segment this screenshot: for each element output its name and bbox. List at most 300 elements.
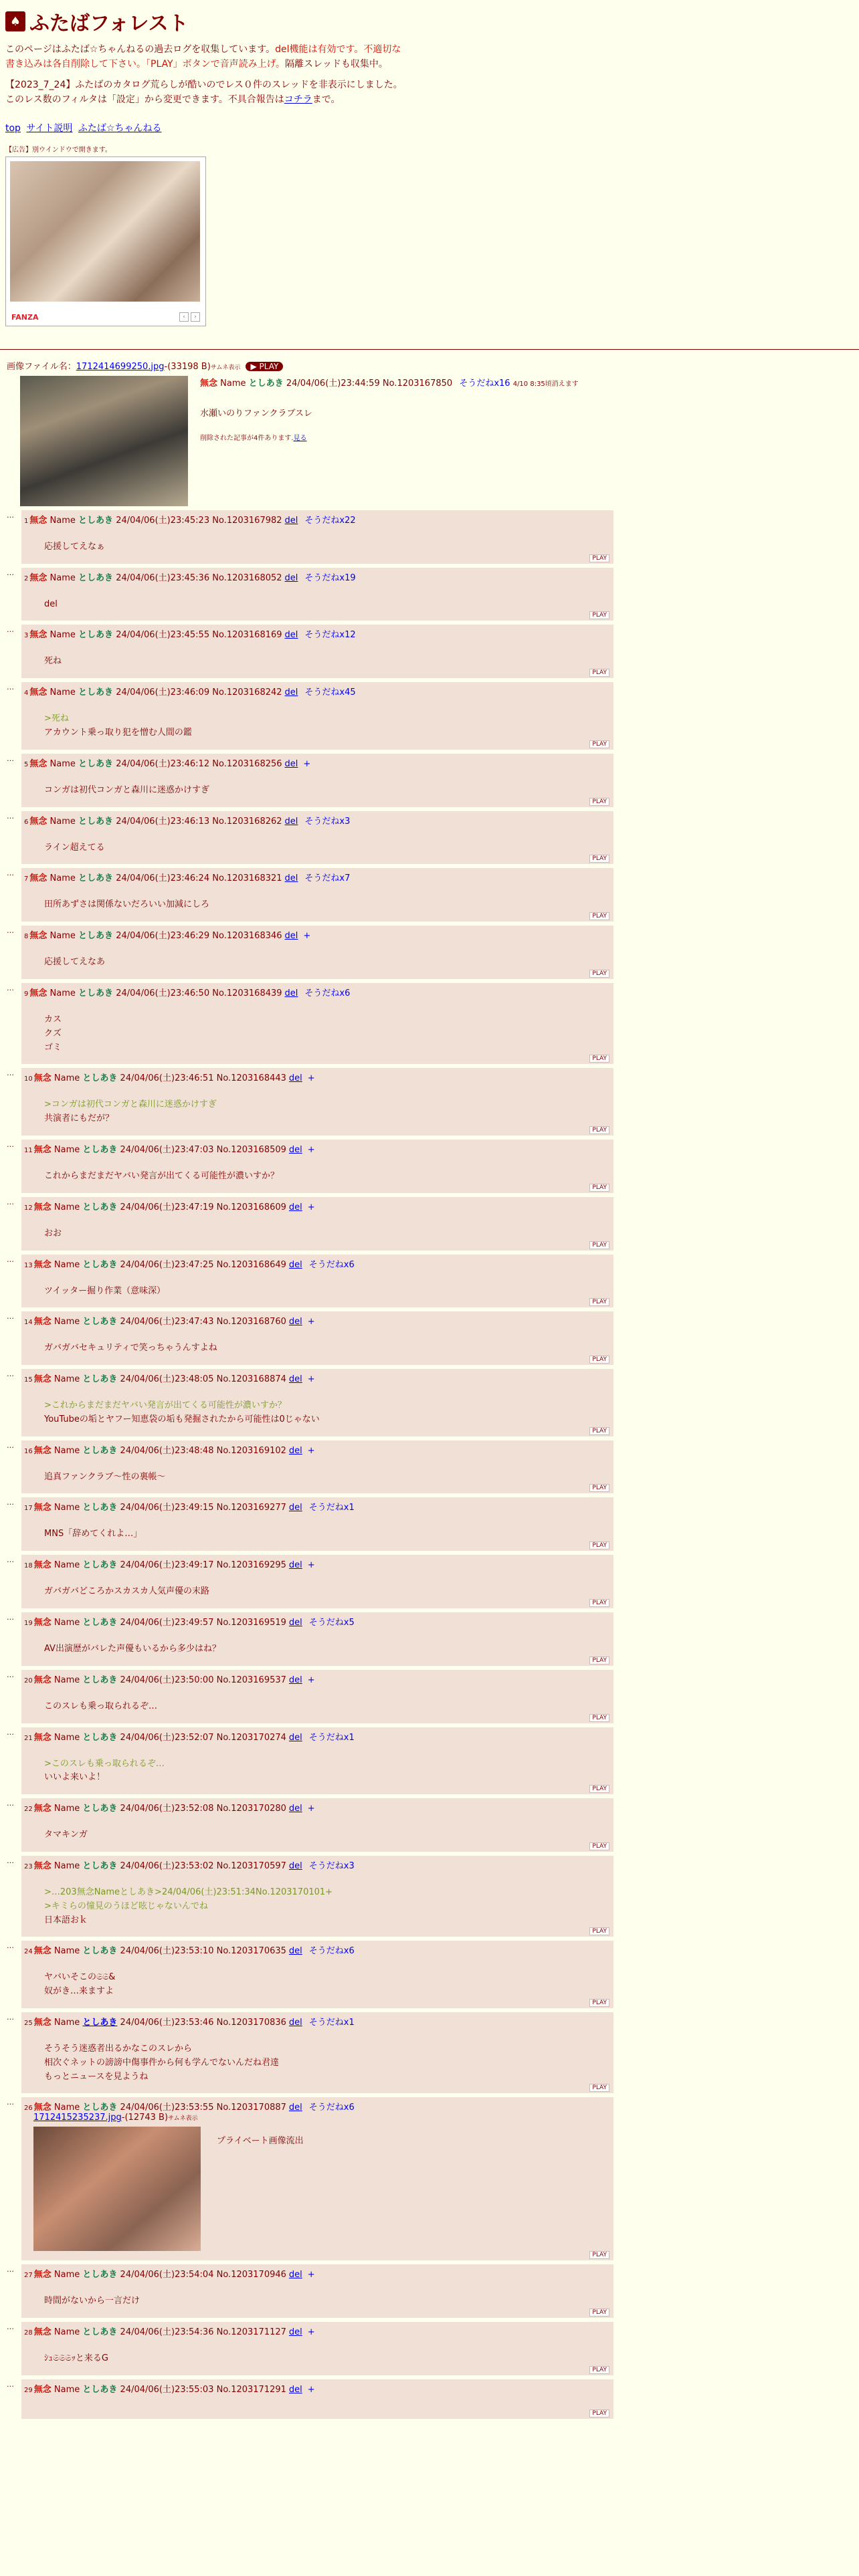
reply-date: 24/04/06(土)23:49:17 (120, 1560, 214, 1571)
reply-plus-button[interactable]: + (307, 1374, 315, 1385)
reply-del-link[interactable]: del (288, 1144, 302, 1155)
reply-del-link[interactable]: del (288, 2385, 302, 2395)
reply-subject: 無念 (33, 2270, 52, 2280)
reply-row (7, 2379, 859, 2419)
reply-text-line: YouTubeの垢とヤフー知恵袋の垢も発掘されたから可能性は0じゃない (44, 1414, 320, 1424)
reply-del-link[interactable]: del (288, 1503, 302, 1513)
reply-file-link[interactable]: 1712415235237.jpg (33, 2113, 122, 2123)
reply-post (21, 2012, 613, 2093)
reply-index: 4 (24, 689, 29, 697)
reply-post (21, 1856, 613, 1937)
reply-play-button[interactable]: PLAY (589, 970, 609, 978)
reply-del-link[interactable]: del (284, 873, 298, 884)
reply-quote-line: >コンガは初代コンガと森川に迷惑かけすぎ (44, 1099, 217, 1110)
reply-del-link[interactable]: del (288, 1946, 302, 1957)
reply-meta (24, 1730, 608, 1743)
reply-subject: 無念 (33, 1804, 52, 1814)
reply-body (44, 1828, 608, 1842)
reply-del-link[interactable]: del (288, 2018, 302, 2028)
reply-marker: … (7, 1555, 14, 1565)
reply-soudane[interactable]: そうだねx1 (308, 1732, 355, 1743)
reply-file-line (33, 2113, 608, 2123)
reply-plus-button[interactable]: + (303, 758, 311, 769)
reply-row (7, 983, 859, 1064)
reply-row (7, 568, 859, 621)
reply-name: としあき (82, 1675, 118, 1685)
reply-play-button[interactable]: PLAY (589, 1126, 609, 1134)
reply-date: 24/04/06(土)23:49:57 (120, 1618, 214, 1628)
reply-post (21, 754, 613, 807)
reply-plus-button[interactable]: + (307, 2327, 315, 2338)
site-title-bar (5, 7, 854, 36)
op-thumbnail[interactable] (20, 376, 188, 506)
reply-play-button[interactable]: PLAY (589, 2084, 609, 2092)
nav-links (5, 121, 854, 134)
reply-name-label: Name (54, 1503, 80, 1513)
reply-body (44, 1971, 608, 1999)
reply-marker: … (7, 754, 14, 763)
reply-play-button[interactable]: PLAY (589, 1055, 609, 1063)
op-meta (200, 376, 579, 389)
reply-text-line: ゴミ (44, 1042, 62, 1053)
reply-play-button[interactable]: PLAY (589, 1656, 609, 1665)
reply-name: としあき (82, 1445, 118, 1456)
reply-name-label: Name (54, 1144, 80, 1155)
ad-label: 【広告】別ウインドウで開きます。 (5, 146, 112, 154)
reply-post (21, 926, 613, 979)
reply-number: No.1203169277 (216, 1503, 286, 1513)
reply-play-button[interactable]: PLAY (589, 2251, 609, 2259)
reply-list (0, 510, 859, 2419)
reply-meta (24, 1801, 608, 1814)
reply-meta (24, 814, 608, 827)
notice-text (5, 78, 407, 107)
reply-index: 19 (24, 1620, 33, 1628)
reply-soudane[interactable]: そうだねx7 (304, 873, 351, 884)
reply-row (7, 1255, 859, 1308)
reply-name-label: Name (50, 630, 76, 641)
reply-soudane[interactable]: そうだねx6 (308, 1259, 355, 1270)
reply-text-line: 死ね (44, 656, 62, 667)
reply-play-button[interactable]: PLAY (589, 554, 609, 562)
reply-body (44, 1527, 608, 1541)
reply-text-line: 日本語おｋ (44, 1915, 88, 1925)
reply-marker: … (7, 1440, 14, 1450)
reply-index: 21 (24, 1734, 33, 1742)
reply-play-button[interactable]: PLAY (589, 2309, 609, 2317)
reply-play-button[interactable]: PLAY (589, 1999, 609, 2007)
op-play-button[interactable]: ▶ PLAY (246, 362, 283, 371)
ad-banner[interactable] (5, 156, 206, 326)
reply-row (7, 1197, 859, 1251)
reply-soudane[interactable]: そうだねx3 (304, 816, 351, 827)
reply-plus-button[interactable]: + (307, 1317, 315, 1327)
reply-body (44, 1341, 608, 1356)
reply-number: No.1203168052 (212, 572, 282, 583)
reply-subject: 無念 (33, 1144, 52, 1155)
reply-subject: 無念 (29, 572, 47, 583)
reply-del-link[interactable]: del (284, 816, 298, 827)
site-logo-icon: ♠ (5, 11, 25, 31)
reply-text-line: ガバガバセキュリティで笑っちゃうんすよね (44, 1343, 217, 1354)
reply-index: 22 (24, 1806, 33, 1814)
reply-number: No.1203168609 (216, 1202, 286, 1212)
reply-subject: 無念 (29, 816, 47, 827)
reply-date: 24/04/06(土)23:46:12 (116, 758, 210, 769)
reply-del-link[interactable]: del (288, 1560, 302, 1571)
reply-number: No.1203168649 (216, 1259, 286, 1270)
reply-file-thumbnail[interactable] (33, 2127, 201, 2251)
reply-index: 20 (24, 1677, 33, 1685)
reply-meta (24, 1257, 608, 1270)
op-file-label: 画像ファイル名： (7, 361, 76, 372)
nav-futaba-link[interactable]: ふたば☆ちゃんねる (78, 122, 162, 134)
reply-del-link[interactable]: del (288, 1202, 302, 1212)
reply-index: 10 (24, 1075, 33, 1083)
reply-index: 25 (24, 2020, 33, 2028)
reply-play-button[interactable]: PLAY (589, 1842, 609, 1850)
reply-number: No.1203169102 (216, 1445, 286, 1456)
reply-soudane[interactable]: そうだねx45 (304, 687, 356, 698)
reply-body (44, 2294, 608, 2309)
reply-marker: … (7, 1856, 14, 1866)
reply-meta (24, 2267, 608, 2280)
reply-name-label: Name (54, 2385, 80, 2395)
op-thumb-note: サムネ表示 (210, 364, 241, 371)
reply-row (7, 510, 859, 564)
reply-marker: … (7, 568, 14, 577)
reply-post (21, 2264, 613, 2318)
reply-del-link[interactable]: del (288, 1374, 302, 1385)
reply-del-link[interactable]: del (288, 1618, 302, 1628)
reply-marker: … (7, 1613, 14, 1622)
reply-quote-line: >キミらの憧見のうほど呟じゃないんでね (44, 1901, 208, 1911)
reply-name-label: Name (54, 2270, 80, 2280)
reply-post (21, 1612, 613, 1666)
reply-del-link[interactable]: del (284, 931, 298, 942)
reply-marker: … (7, 1140, 14, 1149)
reply-meta (24, 685, 608, 697)
reply-text-line: ガバガバどころかスカスカ人気声優の末路 (44, 1586, 210, 1597)
reply-index: 16 (24, 1447, 33, 1455)
reply-name-label: Name (54, 1374, 80, 1385)
reply-name: としあき (78, 988, 114, 998)
reply-name-label: Name (54, 1618, 80, 1628)
reply-marker: … (7, 2323, 14, 2332)
reply-number: No.1203168346 (212, 931, 282, 942)
reply-text-line: 応援してえなあ (44, 957, 106, 968)
reply-plus-button[interactable]: + (307, 1560, 315, 1571)
reply-soudane[interactable]: そうだねx6 (308, 2103, 355, 2113)
reply-del-link[interactable]: del (284, 630, 298, 641)
reply-subject: 無念 (33, 1560, 52, 1571)
reply-date: 24/04/06(土)23:48:05 (120, 1374, 214, 1385)
reply-meta (24, 1142, 608, 1155)
intro-line: このページはふたば☆ちゃんねるの過去ログを収集しています。 (5, 44, 276, 55)
reply-plus-button[interactable]: + (307, 1804, 315, 1814)
reply-del-link[interactable]: del (288, 1317, 302, 1327)
reply-name: としあき (82, 1374, 118, 1385)
reply-marker: … (7, 1312, 14, 1321)
reply-index: 14 (24, 1319, 33, 1327)
reply-number: No.1203170597 (216, 1861, 286, 1872)
reply-number: No.1203168321 (212, 873, 282, 884)
reply-play-button[interactable]: PLAY (589, 1927, 609, 1935)
reply-del-link[interactable]: del (284, 988, 298, 998)
reply-play-button[interactable]: PLAY (589, 912, 609, 920)
reply-soudane[interactable]: そうだねx19 (304, 572, 356, 583)
reply-name: としあき (82, 1732, 118, 1743)
reply-name-label: Name (50, 515, 76, 526)
reply-text-line: 相次ぐネットの謗謗中傷事件から何も学んでないんだね君達 (44, 2057, 280, 2068)
reply-del-link[interactable]: del (288, 1861, 302, 1872)
reply-body (44, 784, 608, 798)
ad-next-icon[interactable]: › (191, 312, 200, 322)
bug-report-link[interactable]: コチラ (284, 94, 312, 106)
op-number: No.1203167850 (382, 378, 453, 389)
reply-name: としあき (78, 687, 114, 698)
reply-marker: … (7, 2098, 14, 2107)
reply-play-button[interactable]: PLAY (589, 1541, 609, 1549)
op-expires: 4/10 8:35頃消えます (512, 380, 579, 388)
nav-about-link[interactable]: サイト説明 (26, 122, 73, 134)
reply-play-button[interactable]: PLAY (589, 2366, 609, 2374)
reply-index: 23 (24, 1863, 33, 1871)
reply-name-label: Name (54, 1445, 80, 1456)
reply-row (7, 625, 859, 678)
reply-row (7, 926, 859, 979)
reply-marker: … (7, 926, 14, 936)
reply-del-link[interactable]: del (284, 687, 298, 698)
reply-row (7, 682, 859, 750)
ad-prev-icon[interactable]: ‹ (179, 312, 189, 322)
op-file-info: -(33198 B) (164, 361, 211, 372)
reply-play-button[interactable]: PLAY (589, 1714, 609, 1722)
reply-soudane[interactable]: そうだねx6 (304, 988, 351, 998)
reply-number: No.1203170635 (216, 1946, 286, 1957)
reply-play-button[interactable]: PLAY (589, 1599, 609, 1607)
reply-marker: … (7, 2380, 14, 2389)
reply-marker: … (7, 1941, 14, 1951)
reply-row (7, 1941, 859, 2008)
reply-play-button[interactable]: PLAY (589, 1356, 609, 1364)
reply-date: 24/04/06(土)23:45:36 (116, 572, 210, 583)
reply-marker: … (7, 1799, 14, 1808)
reply-name-label: Name (50, 758, 76, 769)
reply-subject: 無念 (29, 630, 47, 641)
reply-index: 18 (24, 1562, 33, 1570)
reply-play-button[interactable]: PLAY (589, 1484, 609, 1492)
reply-play-button[interactable]: PLAY (589, 2409, 609, 2418)
reply-meta (24, 2015, 608, 2028)
reply-marker: … (7, 1670, 14, 1679)
reply-post (21, 868, 613, 922)
site-title: ふたばフォレスト (29, 12, 189, 35)
reply-meta (24, 2382, 608, 2395)
reply-soudane[interactable]: そうだねx1 (308, 1503, 355, 1513)
op-comment: 水瀬いのりファンクラブスレ (200, 408, 312, 419)
reply-del-link[interactable]: del (288, 2103, 302, 2113)
reply-name: としあき (82, 1618, 118, 1628)
reply-subject: 無念 (33, 1503, 52, 1513)
reply-name-label: Name (54, 1946, 80, 1957)
reply-text-line: ｼｭ𝔖𝔖𝔖ｯと来るG (44, 2353, 108, 2364)
reply-date: 24/04/06(土)23:46:09 (116, 687, 210, 698)
reply-subject: 無念 (33, 2103, 52, 2113)
reply-subject: 無念 (33, 1317, 52, 1327)
reply-soudane[interactable]: そうだねx3 (308, 1861, 355, 1872)
reply-meta (24, 1372, 608, 1384)
reply-play-button[interactable]: PLAY (589, 669, 609, 677)
reply-post (21, 1197, 613, 1251)
intro-del-note: del機能は有効です。不適切な書き込みは各自削除して下さい。「PLAY」ボタンで音声読み上げ。 (5, 44, 401, 70)
reply-soudane[interactable]: そうだねx22 (304, 515, 356, 526)
reply-del-link[interactable]: del (284, 515, 298, 526)
reply-date: 24/04/06(土)23:46:13 (116, 816, 210, 827)
reply-soudane[interactable]: そうだねx1 (308, 2018, 355, 2028)
deleted-show-link[interactable]: 見る (293, 434, 307, 442)
reply-number: No.1203168509 (216, 1144, 286, 1155)
reply-quote-line: >このスレも乗っ取られるぞ… (44, 1758, 165, 1769)
reply-meta (24, 1314, 608, 1327)
reply-marker: … (7, 625, 14, 635)
reply-subject: 無念 (29, 687, 47, 698)
reply-del-link[interactable]: del (288, 1445, 302, 1456)
reply-name-label: Name (54, 1073, 80, 1084)
reply-plus-button[interactable]: + (307, 1144, 315, 1155)
reply-name: としあき (82, 2385, 118, 2395)
reply-number: No.1203169537 (216, 1675, 286, 1685)
reply-plus-button[interactable]: + (307, 1202, 315, 1212)
reply-name: としあき (78, 816, 114, 827)
reply-text-line: クズ (44, 1028, 62, 1039)
reply-post (21, 1255, 613, 1308)
reply-name-label: Name (54, 1732, 80, 1743)
op-body (7, 376, 852, 506)
reply-del-link[interactable]: del (288, 1073, 302, 1084)
reply-play-button[interactable]: PLAY (589, 1298, 609, 1306)
reply-marker: … (7, 1498, 14, 1507)
reply-del-link[interactable]: del (288, 1732, 302, 1743)
reply-date: 24/04/06(土)23:47:25 (120, 1259, 214, 1270)
reply-name: としあき (82, 1946, 118, 1957)
reply-plus-button[interactable]: + (307, 1445, 315, 1456)
nav-top-link[interactable]: top (5, 122, 21, 134)
op-soudane[interactable]: そうだねx16 (459, 378, 510, 389)
reply-text-line: 共演者にもだが？ (44, 1113, 114, 1124)
reply-meta (24, 1558, 608, 1570)
reply-play-button[interactable]: PLAY (589, 1184, 609, 1192)
reply-subject: 無念 (33, 1861, 52, 1872)
reply-subject: 無念 (33, 1073, 52, 1084)
reply-play-button[interactable]: PLAY (589, 798, 609, 806)
reply-name: としあき (78, 873, 114, 884)
intro (5, 43, 854, 108)
reply-meta (24, 1500, 608, 1513)
reply-number: No.1203168443 (216, 1073, 286, 1084)
reply-meta (24, 1200, 608, 1212)
reply-index: 27 (24, 2272, 33, 2280)
reply-text-line: 奴がき…来ますよ (44, 1986, 114, 1997)
reply-play-button[interactable]: PLAY (589, 1785, 609, 1793)
reply-number: No.1203170280 (216, 1804, 286, 1814)
reply-subject: 無念 (33, 1374, 52, 1385)
op-subject: 無念 (200, 378, 218, 389)
reply-text-line: おお (44, 1228, 62, 1239)
reply-number: No.1203171291 (216, 2385, 286, 2395)
reply-play-button[interactable]: PLAY (589, 1241, 609, 1249)
reply-row (7, 1856, 859, 1937)
reply-number: No.1203170946 (216, 2270, 286, 2280)
reply-soudane[interactable]: そうだねx12 (304, 630, 356, 641)
reply-post (21, 1311, 613, 1365)
reply-quote-line: >…203無念Nameとしあき>24/04/06(土)23:51:34No.1203170101+ (44, 1887, 333, 1898)
reply-soudane[interactable]: そうだねx6 (308, 1946, 355, 1957)
reply-del-link[interactable]: del (284, 758, 298, 769)
reply-play-button[interactable]: PLAY (589, 740, 609, 748)
reply-name-label: Name (50, 816, 76, 827)
reply-index: 11 (24, 1146, 33, 1154)
reply-text-line: タマキンガ (44, 1830, 88, 1840)
ad-image[interactable] (10, 161, 200, 302)
reply-post (21, 1497, 613, 1551)
intro-text (5, 43, 407, 72)
reply-play-button[interactable]: PLAY (589, 1427, 609, 1435)
op-date: 24/04/06(土)23:44:59 (286, 378, 380, 389)
reply-plus-button[interactable]: + (307, 2270, 315, 2280)
reply-del-link[interactable]: del (288, 1259, 302, 1270)
reply-name: としあき (82, 2270, 118, 2280)
reply-soudane[interactable]: そうだねx5 (308, 1618, 355, 1628)
reply-plus-button[interactable]: + (307, 1073, 315, 1084)
reply-body (44, 712, 608, 740)
reply-date: 24/04/06(土)23:46:29 (116, 931, 210, 942)
reply-post (21, 2322, 613, 2375)
op-file-link[interactable]: 1712414699250.jpg (76, 361, 165, 372)
reply-text-line: ヤバいそこの𝔖𝔖& (44, 1972, 116, 1983)
reply-del-link[interactable]: del (288, 1675, 302, 1685)
reply-name: としあき (78, 572, 114, 583)
ad-brand: FANZA (11, 312, 39, 322)
reply-name-label: Name (54, 2103, 80, 2113)
reply-name-label: Name (50, 873, 76, 884)
reply-number: No.1203169519 (216, 1618, 286, 1628)
reply-number: No.1203171127 (216, 2327, 286, 2338)
reply-del-link[interactable]: del (284, 572, 298, 583)
reply-date: 24/04/06(土)23:48:48 (120, 1445, 214, 1456)
reply-quote-line: >これからまだまだヤバい発言が出てくる可能性が濃いすか？ (44, 1400, 286, 1411)
reply-plus-button[interactable]: + (303, 931, 311, 942)
reply-post (21, 682, 613, 750)
reply-plus-button[interactable]: + (307, 1675, 315, 1685)
reply-post (21, 1440, 613, 1494)
reply-play-button[interactable]: PLAY (589, 855, 609, 863)
reply-date: 24/04/06(土)23:54:36 (120, 2327, 214, 2338)
reply-del-link[interactable]: del (288, 2270, 302, 2280)
reply-body (44, 898, 608, 912)
reply-subject: 無念 (33, 1445, 52, 1456)
reply-name: としあき (78, 515, 114, 526)
reply-plus-button[interactable]: + (307, 2385, 315, 2395)
reply-play-button[interactable]: PLAY (589, 611, 609, 619)
reply-subject: 無念 (29, 873, 47, 884)
reply-name-link[interactable]: としあき (82, 2018, 118, 2028)
reply-del-link[interactable]: del (288, 2327, 302, 2338)
op-name: としあき (248, 378, 284, 389)
reply-del-link[interactable]: del (288, 1804, 302, 1814)
reply-subject: 無念 (33, 2327, 52, 2338)
reply-text-line: そうそう迷惑者出るかなこのスレから (44, 2044, 193, 2054)
